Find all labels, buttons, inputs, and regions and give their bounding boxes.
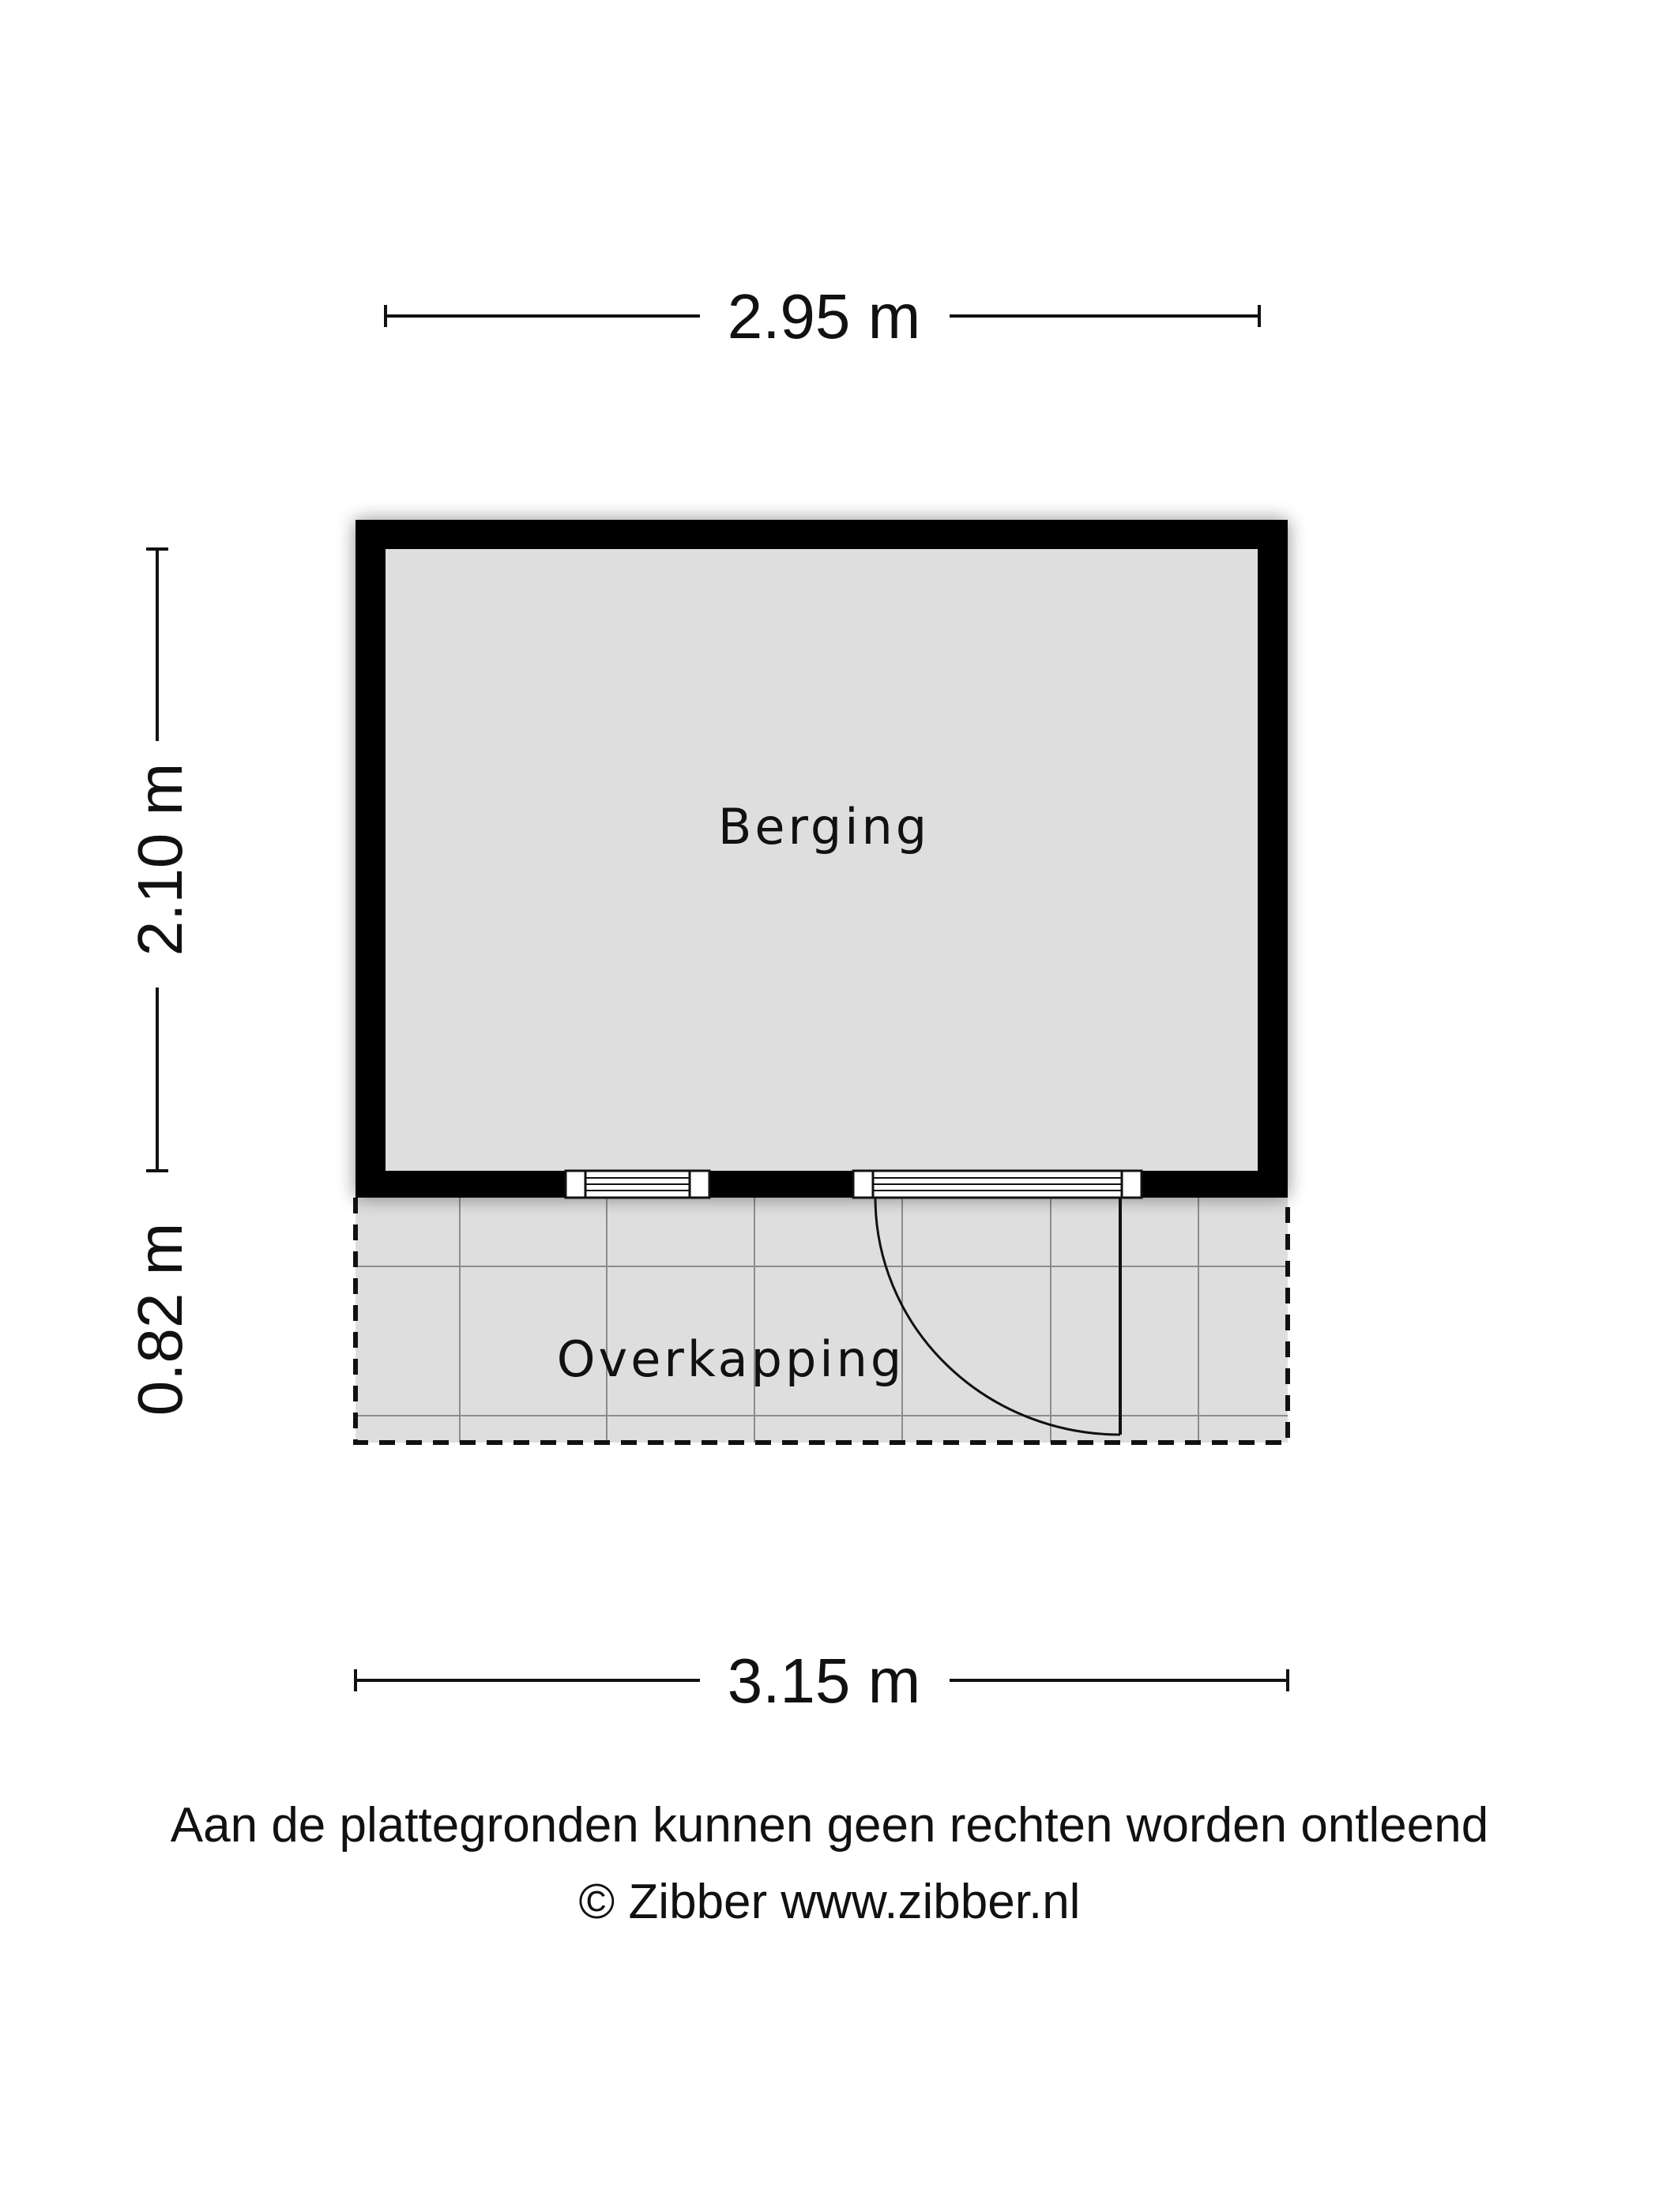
disclaimer-text: Aan de plattegronden kunnen geen rechten worden ontleend xyxy=(170,1798,1489,1853)
dimension-left-berging xyxy=(125,549,195,1171)
berging-floor xyxy=(386,549,1258,1171)
overkapping-floor xyxy=(356,1198,1288,1443)
dimension-left-overkapping xyxy=(125,1223,195,1416)
dimension-label-overkapping: 0.82 m xyxy=(125,1222,195,1416)
window xyxy=(566,1171,709,1198)
room-label-overkapping: Overkapping xyxy=(556,1330,905,1388)
dimension-label-top: 2.95 m xyxy=(727,281,921,352)
room-label-berging: Berging xyxy=(717,798,931,856)
dimension-label-berging: 2.10 m xyxy=(125,762,195,957)
dimension-top xyxy=(386,281,1259,352)
dimension-bottom xyxy=(356,1646,1288,1716)
dimension-label-bottom: 3.15 m xyxy=(727,1646,921,1716)
overkapping-area xyxy=(356,1198,1288,1443)
copyright-text: © Zibber www.zibber.nl xyxy=(578,1875,1081,1929)
